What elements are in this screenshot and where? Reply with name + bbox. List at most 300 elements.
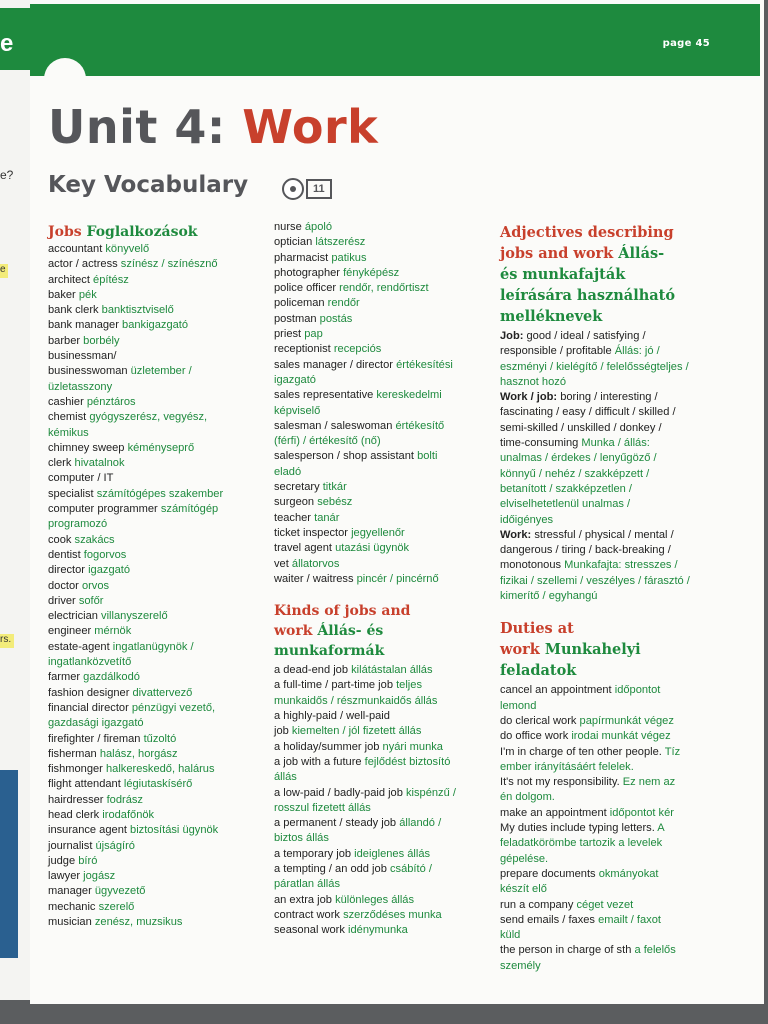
hungarian-translation: ápoló xyxy=(304,221,333,233)
heading-en: work xyxy=(500,641,540,659)
english-term: estate-agent xyxy=(48,640,110,653)
english-term: stressful / physical / mental / xyxy=(531,528,674,541)
previous-page-text: e? xyxy=(0,168,14,182)
hungarian-translation: készít elő xyxy=(500,883,547,896)
english-term: salesman / saleswoman xyxy=(274,419,393,432)
hungarian-translation: ügyvezető xyxy=(94,885,146,898)
hungarian-translation: okmányokat xyxy=(598,867,659,880)
vocab-entry xyxy=(500,405,720,420)
english-term: It's not my responsibility. xyxy=(500,776,620,789)
hungarian-translation: ideiglenes állás xyxy=(354,847,431,860)
vocab-entry xyxy=(500,959,720,974)
english-term: an extra job xyxy=(274,893,332,906)
english-term: contract work xyxy=(274,908,340,921)
vocab-entry xyxy=(48,426,270,441)
hungarian-translation: bíró xyxy=(78,854,98,867)
vocab-entry xyxy=(500,760,720,775)
english-term: electrician xyxy=(48,610,98,623)
heading-line xyxy=(274,601,488,621)
hungarian-translation: állás xyxy=(274,771,297,784)
vocab-entry xyxy=(500,513,720,528)
vocab-entry xyxy=(48,273,270,288)
vocab-entry xyxy=(48,334,270,349)
english-term: flight attendant xyxy=(48,778,121,791)
hungarian-translation: üzletember / xyxy=(130,365,192,378)
adjectives-heading xyxy=(500,222,720,327)
vocab-entry xyxy=(48,502,270,517)
hungarian-translation: igazgató xyxy=(88,564,131,577)
english-term: boring / interesting / xyxy=(557,391,658,404)
vocab-entry xyxy=(274,831,488,846)
hungarian-translation: időigényes xyxy=(500,513,554,526)
heading-line xyxy=(274,621,488,641)
english-term: ticket inspector xyxy=(274,526,348,539)
hungarian-translation: unalmas / érdekes / lenyűgöző / xyxy=(500,452,657,465)
english-term: driver xyxy=(48,594,76,607)
vocab-entry xyxy=(48,395,270,410)
english-term: surgeon xyxy=(274,496,315,509)
vocab-entry xyxy=(274,312,488,327)
hungarian-translation: személy xyxy=(500,959,541,972)
hungarian-translation: irodafőnök xyxy=(102,808,155,821)
english-term: photographer xyxy=(274,266,340,279)
hungarian-translation: gazdálkodó xyxy=(83,671,140,684)
english-term: the person in charge of sth xyxy=(500,944,632,957)
hungarian-translation: pénzügyi vezető, xyxy=(131,701,216,714)
vocab-entry xyxy=(274,572,488,587)
hungarian-translation: könyvelő xyxy=(105,243,150,255)
term-label: Work / job: xyxy=(500,391,558,404)
english-term: a dead-end job xyxy=(274,664,349,677)
vocab-entry xyxy=(500,913,720,928)
english-term: judge xyxy=(48,854,76,867)
english-term: My duties include typing letters. xyxy=(500,822,655,835)
hungarian-translation: szakács xyxy=(74,533,115,546)
vocab-entry xyxy=(48,548,270,563)
hungarian-translation: jogász xyxy=(83,870,116,883)
english-term: actor / actress xyxy=(48,258,118,271)
heading-line xyxy=(500,639,720,660)
hungarian-translation: állatorvos xyxy=(291,557,340,570)
vocab-entry xyxy=(274,877,488,892)
vocab-entry xyxy=(500,467,720,482)
heading-line xyxy=(500,243,720,264)
vocab-entry xyxy=(274,541,488,556)
heading-hu: Állás- xyxy=(618,245,665,262)
english-term: chemist xyxy=(48,411,87,424)
unit-topic: Work xyxy=(242,100,379,154)
hungarian-translation: pék xyxy=(78,288,97,301)
heading-en: Duties at xyxy=(500,620,574,638)
vocab-entry xyxy=(48,533,270,548)
hungarian-translation: elviselhetetlenül unalmas / xyxy=(500,498,631,511)
vocab-entry xyxy=(500,790,720,805)
english-term: postman xyxy=(274,312,317,325)
hungarian-translation: kéményseprő xyxy=(127,441,195,454)
english-term: good / ideal / satisfying / xyxy=(523,330,646,342)
english-term: I'm in charge of ten other people. xyxy=(500,745,662,758)
vocab-entry xyxy=(48,670,270,685)
hungarian-translation: képviselő xyxy=(274,404,321,417)
english-term: mechanic xyxy=(48,900,96,913)
hungarian-translation: orvos xyxy=(81,579,110,592)
hungarian-translation: gépelése. xyxy=(500,852,549,865)
vocab-entry xyxy=(274,526,488,541)
english-term: a highly-paid / well-paid xyxy=(274,710,390,723)
hungarian-translation: kilátástalan állás xyxy=(351,664,433,677)
hungarian-translation: gyógyszerész, vegyész, xyxy=(89,411,208,424)
heading-line xyxy=(500,618,720,639)
english-term: financial director xyxy=(48,701,129,714)
hungarian-translation: biztos állás xyxy=(274,832,329,845)
vocab-entry xyxy=(274,663,488,678)
hungarian-translation: pap xyxy=(304,328,323,341)
vocab-entry xyxy=(48,808,270,823)
english-term: dentist xyxy=(48,548,81,561)
hungarian-translation: színész / színésznő xyxy=(120,258,218,271)
adjectives-list xyxy=(500,329,720,604)
vocab-entry xyxy=(48,624,270,639)
vocab-entry xyxy=(500,360,720,375)
english-term: cook xyxy=(48,533,72,546)
vocab-entry xyxy=(48,900,270,915)
term-label: Work: xyxy=(500,528,532,541)
hungarian-translation: recepciós xyxy=(333,343,382,356)
hungarian-translation: látszerész xyxy=(315,236,366,249)
vocab-entry xyxy=(274,495,488,510)
hungarian-translation: szerelő xyxy=(98,900,135,913)
english-term: manager xyxy=(48,885,92,898)
vocab-entry xyxy=(48,257,270,272)
page-number: page 45 xyxy=(662,38,710,49)
vocab-entry xyxy=(500,421,720,436)
vocab-entry xyxy=(500,436,720,451)
vocab-entry xyxy=(48,747,270,762)
english-term: fishmonger xyxy=(48,763,103,776)
vocab-entry xyxy=(48,716,270,731)
english-term: vet xyxy=(274,557,289,570)
heading-line xyxy=(500,222,720,243)
hungarian-translation: jegyellenőr xyxy=(351,526,405,539)
heading-hu: melléknevek xyxy=(500,308,603,325)
hungarian-translation: lemond xyxy=(500,699,537,712)
vocab-entry xyxy=(48,915,270,930)
vocab-entry xyxy=(48,364,270,379)
hungarian-translation: én dolgom. xyxy=(500,791,555,804)
english-term: prepare documents xyxy=(500,867,596,880)
vocab-entry xyxy=(274,235,488,250)
english-term: responsible / profitable xyxy=(500,345,615,358)
english-term: dangerous / tiring / back-breaking / xyxy=(500,544,671,557)
hungarian-translation: küld xyxy=(500,929,521,942)
english-term: director xyxy=(48,564,85,577)
vocab-entry xyxy=(274,694,488,709)
vocab-entry xyxy=(48,609,270,624)
english-term: cancel an appointment xyxy=(500,684,612,697)
vocab-entry xyxy=(274,419,488,434)
english-term: nurse xyxy=(274,221,302,233)
vocab-entry xyxy=(274,434,488,449)
column-1 xyxy=(48,222,270,930)
vocab-entry xyxy=(500,714,720,729)
english-term: optician xyxy=(274,236,313,249)
hungarian-translation: kimerítő / egyhangú xyxy=(500,590,598,603)
hungarian-translation: fejlődést biztosító xyxy=(364,755,451,768)
vocab-entry xyxy=(500,928,720,943)
vocab-entry xyxy=(48,380,270,395)
vocab-entry xyxy=(48,288,270,303)
hungarian-translation: páratlan állás xyxy=(274,878,340,891)
hungarian-translation: mérnök xyxy=(94,625,132,638)
vocab-entry xyxy=(274,908,488,923)
vocab-entry xyxy=(48,884,270,899)
hungarian-translation: igazgató xyxy=(274,373,316,386)
hungarian-translation: újságíró xyxy=(95,839,135,852)
vocab-entry xyxy=(274,724,488,739)
kinds-heading xyxy=(274,601,488,661)
vocab-entry xyxy=(48,762,270,777)
vocab-entry xyxy=(48,839,270,854)
english-term: monotonous xyxy=(500,559,565,572)
english-term: job xyxy=(274,725,289,738)
audio-track-badge xyxy=(282,177,332,201)
hungarian-translation: zenész, muzsikus xyxy=(94,916,183,929)
heading-hu: és munkafajták xyxy=(500,266,626,283)
english-term: hairdresser xyxy=(48,793,104,806)
english-term: architect xyxy=(48,273,90,286)
english-term: fashion designer xyxy=(48,686,130,699)
english-term: fascinating / easy / difficult / skilled / xyxy=(500,406,676,419)
hungarian-translation: betanított / szakképzetlen / xyxy=(500,482,632,495)
vocab-entry xyxy=(274,923,488,938)
english-term: specialist xyxy=(48,487,94,500)
hungarian-translation: fényképész xyxy=(343,266,400,279)
hungarian-translation: időpontot xyxy=(614,684,661,697)
heading-hu: Állás- és xyxy=(317,623,384,640)
jobs-heading-hu: Foglalkozások xyxy=(86,224,198,240)
heading-line xyxy=(500,285,720,306)
vocab-entry xyxy=(274,511,488,526)
hungarian-translation: pincér / pincérnő xyxy=(356,572,439,585)
hungarian-translation: hivatalnok xyxy=(74,457,125,470)
vocab-entry xyxy=(48,563,270,578)
vocab-entry xyxy=(48,793,270,808)
english-term: teacher xyxy=(274,511,312,524)
english-term: fisherman xyxy=(48,747,97,760)
english-term: pharmacist xyxy=(274,251,329,264)
jobs-heading-en: Jobs xyxy=(48,224,82,240)
vocab-entry xyxy=(500,451,720,466)
english-term: accountant xyxy=(48,243,103,255)
hungarian-translation: bolti xyxy=(417,450,438,463)
english-term: a job with a future xyxy=(274,755,362,768)
english-term: do office work xyxy=(500,730,569,743)
english-term: send emails / faxes xyxy=(500,913,595,926)
duties-heading xyxy=(500,618,720,681)
vocab-entry xyxy=(48,242,270,257)
header-bar xyxy=(30,4,760,76)
vocab-entry xyxy=(274,740,488,755)
hungarian-translation: könnyű / nehéz / szakképzett / xyxy=(500,467,650,480)
vocab-entry xyxy=(500,943,720,958)
vocab-entry xyxy=(48,349,270,364)
hungarian-translation: kiemelten / jól fizetett állás xyxy=(291,725,422,738)
vocab-entry xyxy=(274,678,488,693)
hungarian-translation: sofőr xyxy=(78,594,104,607)
vocab-entry xyxy=(500,543,720,558)
english-term: lawyer xyxy=(48,870,81,883)
vocab-entry xyxy=(500,852,720,867)
english-term: engineer xyxy=(48,625,92,638)
vocab-entry xyxy=(274,847,488,862)
english-term: a temporary job xyxy=(274,847,352,860)
hungarian-translation: kémikus xyxy=(48,426,89,439)
hungarian-translation: céget vezet xyxy=(576,898,634,911)
english-term: a full-time / part-time job xyxy=(274,679,393,692)
english-term: journalist xyxy=(48,839,93,852)
english-term: head clerk xyxy=(48,808,100,821)
vocab-entry xyxy=(274,801,488,816)
previous-page-highlight: rs. xyxy=(0,634,14,648)
hungarian-translation: postás xyxy=(319,312,353,325)
vocab-entry xyxy=(500,390,720,405)
vocab-entry xyxy=(500,574,720,589)
hungarian-translation: tűzoltó xyxy=(143,732,177,745)
hungarian-translation: építész xyxy=(93,273,129,286)
hungarian-translation: Tíz xyxy=(664,745,681,758)
heading-en: jobs and work xyxy=(500,245,614,262)
previous-page-letter: e xyxy=(0,30,14,57)
hungarian-translation: üzletasszony xyxy=(48,380,113,393)
hungarian-translation: borbély xyxy=(83,334,120,347)
vocab-entry xyxy=(500,589,720,604)
track-number: 11 xyxy=(306,179,332,199)
hungarian-translation: szerződéses munka xyxy=(343,908,442,921)
english-term: seasonal work xyxy=(274,924,345,937)
vocab-entry xyxy=(48,318,270,333)
vocab-entry xyxy=(500,482,720,497)
vocab-entry xyxy=(274,786,488,801)
vocab-entry xyxy=(500,528,720,543)
hungarian-translation: kereskedelmi xyxy=(376,389,442,402)
english-term: businesswoman xyxy=(48,365,128,378)
vocab-entry xyxy=(500,775,720,790)
duties-list xyxy=(500,683,720,974)
heading-hu: Munkahelyi xyxy=(544,641,641,659)
vocab-entry xyxy=(274,404,488,419)
heading-hu: munkaformák xyxy=(274,643,385,660)
vocab-entry xyxy=(48,441,270,456)
hungarian-translation: halász, horgász xyxy=(99,747,178,760)
english-term: a permanent / steady job xyxy=(274,817,397,830)
english-term: a holiday/summer job xyxy=(274,740,380,753)
heading-line xyxy=(500,660,720,681)
vocab-entry xyxy=(48,517,270,532)
english-term: businessman/ xyxy=(48,350,117,363)
vocab-entry xyxy=(48,701,270,716)
vocab-entry xyxy=(48,410,270,425)
hungarian-translation: halkereskedő, halárus xyxy=(105,763,215,776)
vocab-entry xyxy=(274,862,488,877)
hungarian-translation: eszményi / kielégítő / felelősségteljes / xyxy=(500,360,689,373)
previous-page-highlight: e xyxy=(0,264,8,278)
english-term: run a company xyxy=(500,898,574,911)
hungarian-translation: villanyszerelő xyxy=(101,610,168,623)
hungarian-translation: rosszul fizetett állás xyxy=(274,801,371,814)
hungarian-translation: titkár xyxy=(322,481,347,494)
hungarian-translation: papírmunkát végez xyxy=(579,714,674,727)
vocab-entry xyxy=(48,471,270,486)
hungarian-translation: értékesítő xyxy=(395,419,445,432)
hungarian-translation: időpontot kér xyxy=(609,806,674,819)
cd-icon xyxy=(282,178,304,200)
hungarian-translation: idénymunka xyxy=(348,924,408,937)
english-term: time-consuming xyxy=(500,437,582,450)
heading-hu: leírására használható xyxy=(500,287,676,304)
vocab-entry xyxy=(274,251,488,266)
hungarian-translation: divattervező xyxy=(132,686,193,699)
hungarian-translation: Munkafajta: stresszes / xyxy=(564,559,678,572)
english-term: receptionist xyxy=(274,343,331,356)
english-term: sales manager / director xyxy=(274,358,394,371)
hungarian-translation: banktisztviselő xyxy=(101,304,174,317)
vocab-entry xyxy=(274,893,488,908)
hungarian-translation: Állás: jó / xyxy=(614,345,660,358)
jobs-list xyxy=(48,242,270,930)
vocab-entry xyxy=(48,655,270,670)
vocab-entry xyxy=(500,821,720,836)
hungarian-translation: programozó xyxy=(48,518,108,531)
hungarian-translation: hasznot hozó xyxy=(500,375,566,388)
vocab-entry xyxy=(48,594,270,609)
english-term: waiter / waitress xyxy=(274,572,354,585)
english-term: priest xyxy=(274,328,302,341)
vocab-entry xyxy=(274,709,488,724)
hungarian-translation: fodrász xyxy=(106,793,143,806)
vocab-entry xyxy=(274,770,488,785)
vocab-entry xyxy=(274,281,488,296)
vocab-entry xyxy=(500,683,720,698)
vocab-entry xyxy=(48,869,270,884)
hungarian-translation: számítógépes szakember xyxy=(96,487,224,500)
english-term: doctor xyxy=(48,579,79,592)
vocab-entry xyxy=(48,487,270,502)
kinds-list xyxy=(274,663,488,938)
hungarian-translation: emailt / faxot xyxy=(598,913,661,926)
vocab-entry xyxy=(48,456,270,471)
hungarian-translation: értékesítési xyxy=(396,358,453,371)
previous-page-photo xyxy=(0,770,18,958)
hungarian-translation: csábító / xyxy=(389,862,432,875)
vocab-entry xyxy=(274,449,488,464)
english-term: travel agent xyxy=(274,542,332,555)
vocab-entry xyxy=(500,344,720,359)
english-term: computer programmer xyxy=(48,503,158,516)
section-heading: Key Vocabulary xyxy=(48,172,249,198)
heading-en: Adjectives describing xyxy=(500,224,674,241)
column-2 xyxy=(274,220,488,938)
vocab-entry xyxy=(500,699,720,714)
vocab-entry xyxy=(500,558,720,573)
heading-line xyxy=(500,306,720,327)
hungarian-translation: (férfi) / értékesítő (nő) xyxy=(274,435,381,448)
hungarian-translation: állandó / xyxy=(399,817,442,830)
vocab-entry xyxy=(48,686,270,701)
hungarian-translation: ember irányításáért felelek. xyxy=(500,760,634,773)
hungarian-translation: patikus xyxy=(331,251,367,264)
english-term: salesperson / shop assistant xyxy=(274,450,414,463)
english-term: barber xyxy=(48,334,81,347)
